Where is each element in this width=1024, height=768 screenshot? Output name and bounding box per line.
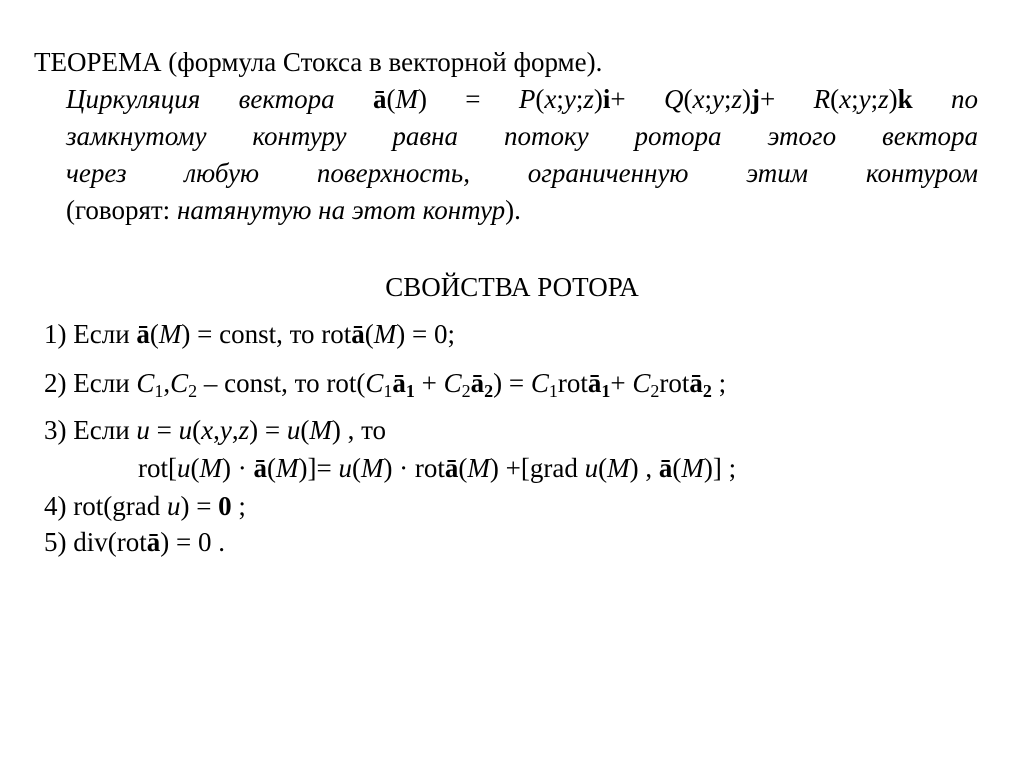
theorem-line-2: замкнутому контуру равна потоку ротора этого вектора	[66, 121, 978, 151]
property-2: 2) Если $C_1,C_2$ – const, то $rot(C_1ā_1$ + $C_2ā_2$) = $C_1rotā_1+$ $C_2rotā_2$ ;	[44, 368, 727, 401]
theorem-title: ТЕОРЕМА (формула Стокса в векторной форме).	[34, 47, 603, 77]
theorem-line-4: (говорят: натянутую на этот контур).	[66, 195, 521, 225]
theorem-line-3: через любую поверхность, ограниченную этим контуром	[66, 158, 978, 188]
property-5: 5) div(rotā) = 0 .	[44, 527, 225, 557]
theorem-line-1: Циркуляция вектора ā(M) = P(x;y;z)i+ Q(x;y;z)j+ R(x;y;z)k по	[66, 84, 979, 114]
properties-heading: СВОЙСТВА РОТОРА	[385, 272, 639, 302]
property-1: 1) Если ā(M) = const, то rotā(M) = 0;	[44, 319, 456, 349]
property-4: 4) rot(grad u) = 0 ;	[44, 491, 246, 521]
property-3: 3) Если u = u(x,y,z) = u(M) , то	[44, 415, 387, 445]
property-3-formula: rot[u(M) · ā(M)]= u(M) · rotā(M) +[grad u(M) , ā(M)] ;	[138, 453, 737, 483]
